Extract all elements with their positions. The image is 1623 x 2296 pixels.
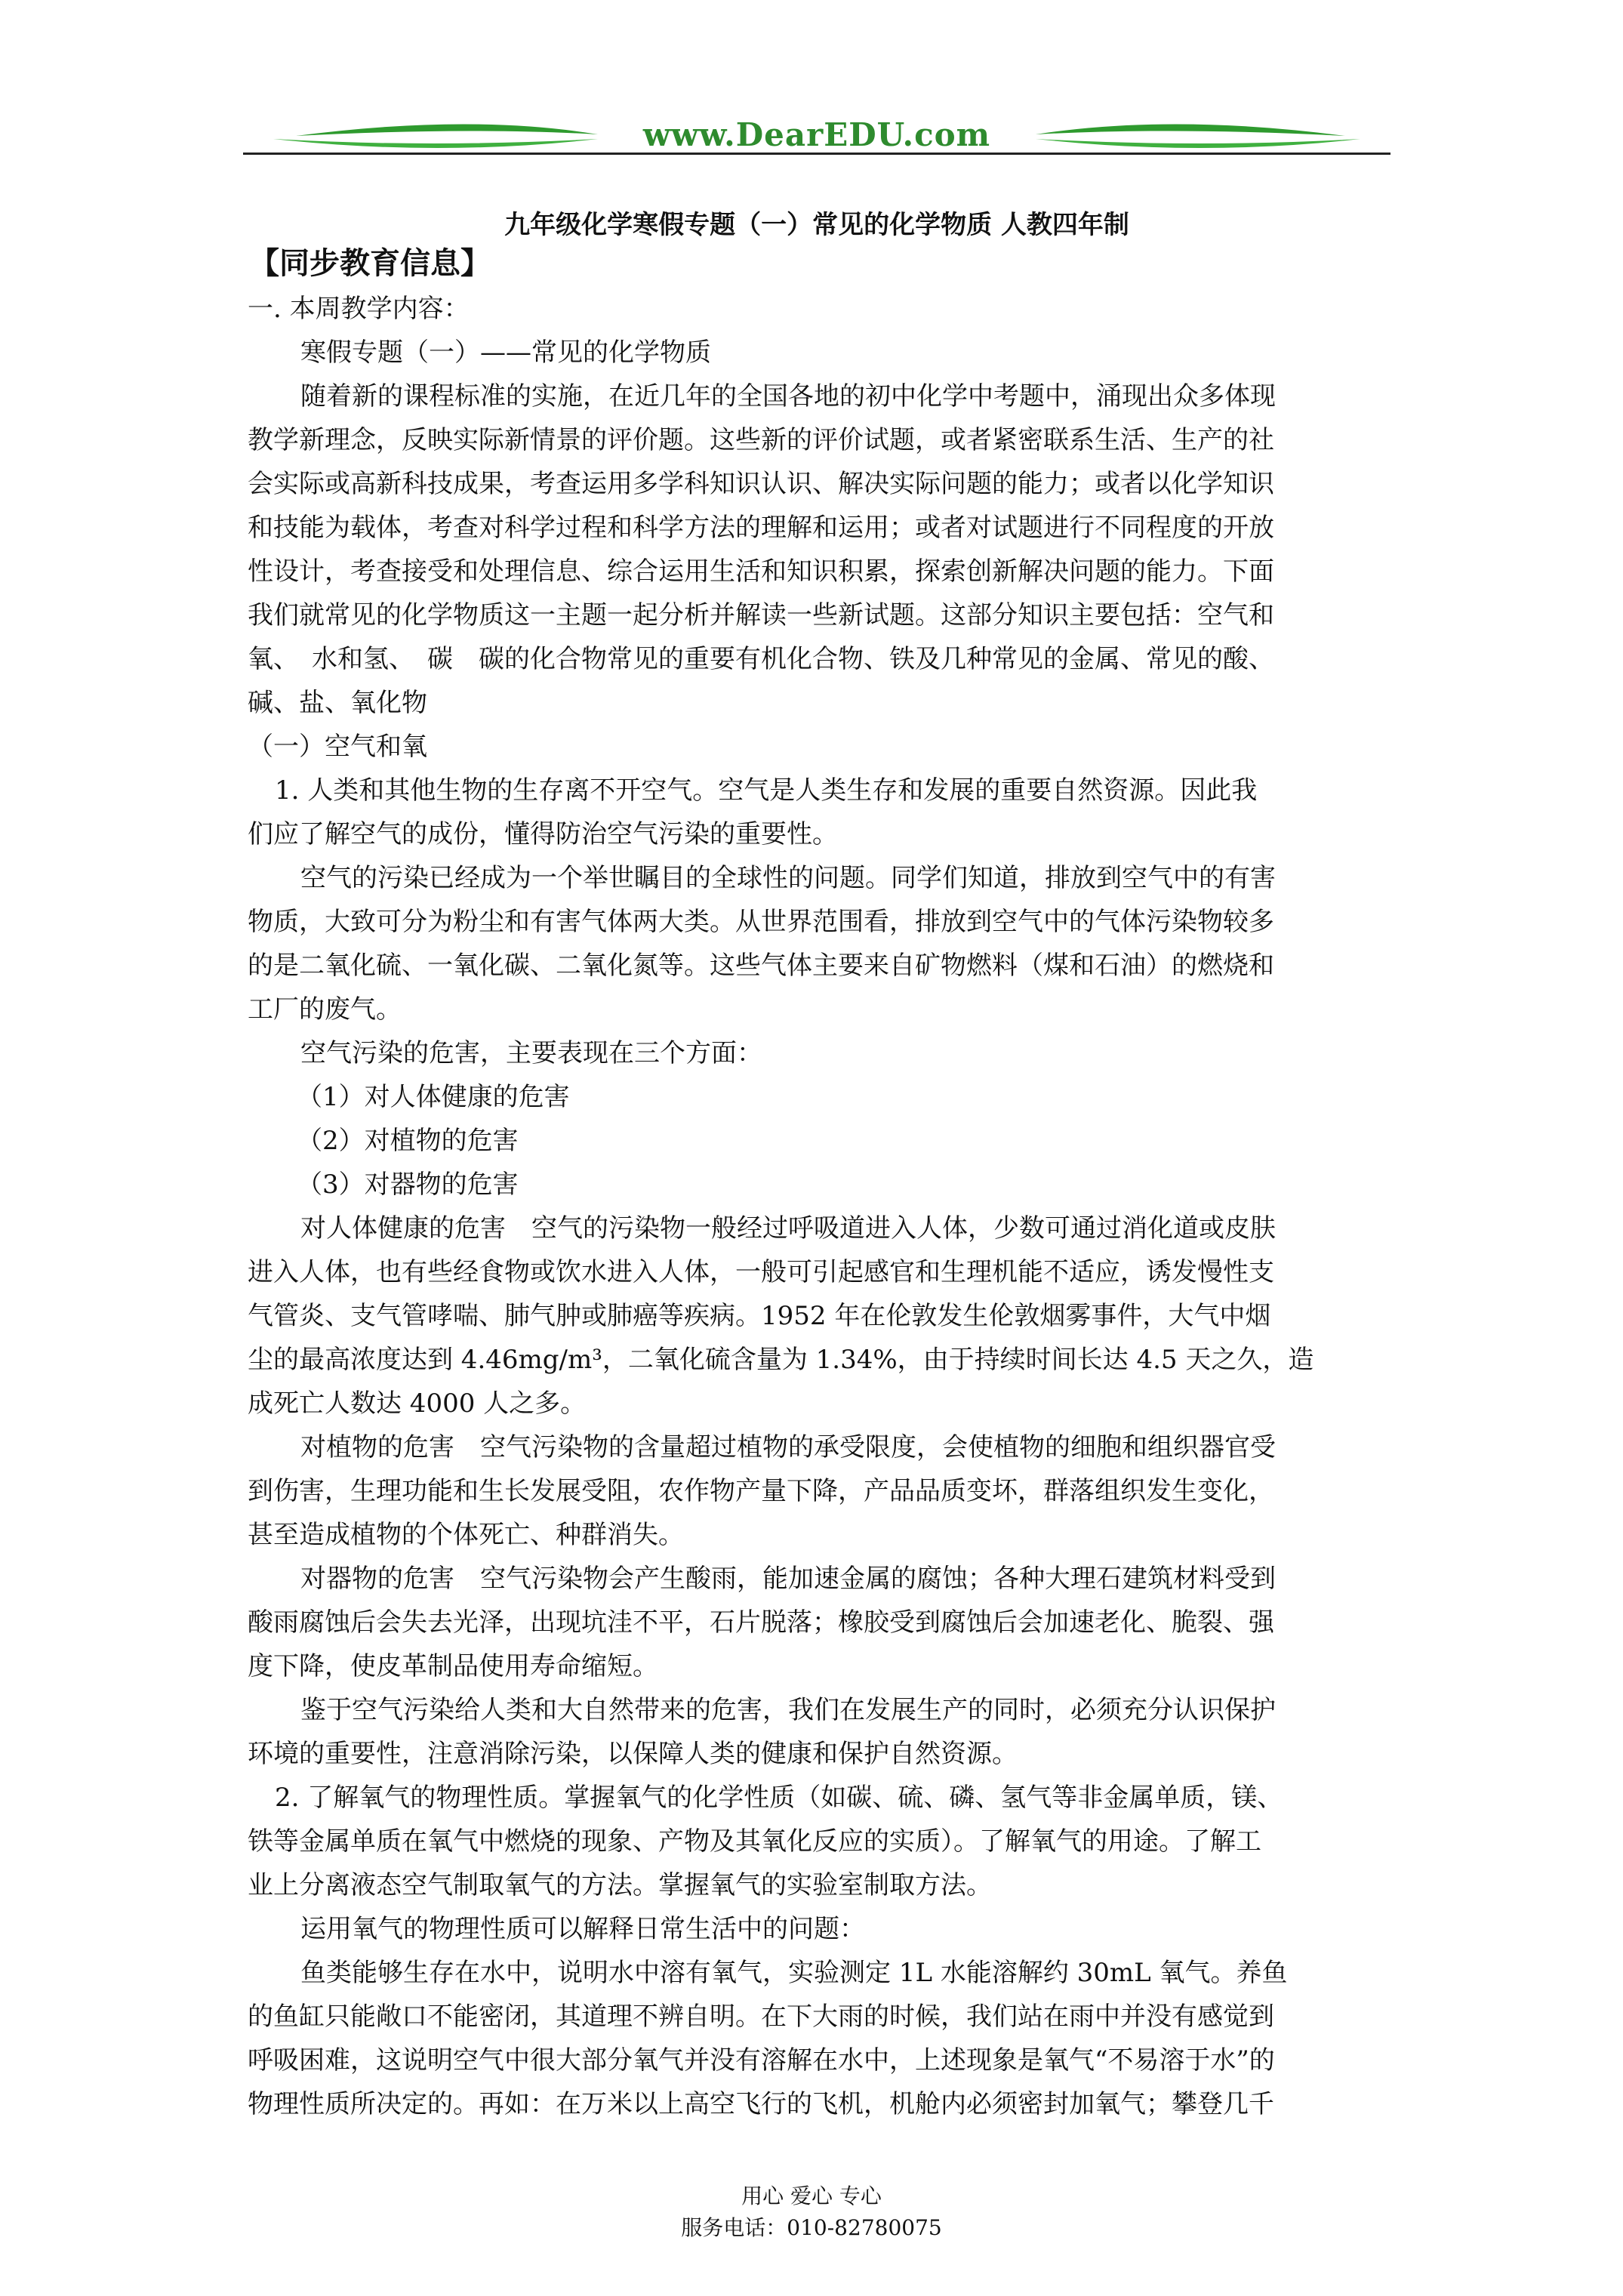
body-text (248, 287, 1410, 2126)
text-line: 甚至造成植物的个体死亡、种群消失。 (248, 1520, 684, 1550)
text-line: 们应了解空气的成份，懂得防治空气污染的重要性。 (248, 819, 838, 849)
document-title: 九年级化学寒假专题（一）常见的化学物质 人教四年制 (504, 210, 1129, 240)
page-footer (0, 2180, 1623, 2244)
text-line: 寒假专题（一）——常见的化学物质 (300, 337, 711, 368)
text-line: 物质，大致可分为粉尘和有害气体两大类。从世界范围看，排放到空气中的气体污染物较多 (248, 907, 1274, 937)
text-line: （3）对器物的危害 (297, 1170, 519, 1200)
text-line: 物理性质所决定的。再如：在万米以上高空飞行的飞机，机舱内必须密封加氧气；攀登几千 (248, 2089, 1274, 2119)
text-line: 和技能为载体，考查对科学过程和科学方法的理解和运用；或者对试题进行不同程度的开放 (248, 513, 1274, 543)
footer-phone: 服务电话：010-82780075 (681, 2215, 942, 2240)
site-banner (243, 113, 1390, 159)
text-line: 铁等金属单质在氧气中燃烧的现象、产物及其氧化反应的实质）。了解氧气的用途。了解工 (248, 1826, 1261, 1857)
text-line: 的是二氧化硫、一氧化碳、二氧化氮等。这些气体主要来自矿物燃料（煤和石油）的燃烧和 (248, 951, 1274, 981)
section-heading: 【同步教育信息】 (249, 245, 491, 281)
text-line: 一. 本周教学内容： (248, 294, 470, 324)
text-line: 鱼类能够生存在水中，说明水中溶有氧气，实验测定 1L 水能溶解约 30mL 氧气。养鱼 (300, 1958, 1288, 1988)
text-line: 碱、盐、氧化物 (248, 688, 427, 718)
text-line: 环境的重要性，注意消除污染，以保障人类的健康和保护自然资源。 (248, 1739, 1018, 1769)
text-line: （2）对植物的危害 (297, 1126, 519, 1156)
text-line: 运用氧气的物理性质可以解释日常生活中的问题： (300, 1914, 865, 1944)
text-line: 性设计，考查接受和处理信息、综合运用生活和知识积累，探索创新解决问题的能力。下面 (248, 556, 1274, 587)
text-line: 我们就常见的化学物质这一主题一起分析并解读一些新试题。这部分知识主要包括：空气和 (248, 600, 1274, 630)
header-divider (243, 153, 1390, 155)
text-line: 业上分离液态空气制取氧气的方法。掌握氧气的实验室制取方法。 (248, 1870, 992, 1900)
text-line: 氧、 水和氢、 碳 碳的化合物常见的重要有机化合物、铁及几种常见的金属、常见的酸、 (248, 644, 1274, 674)
site-logo-text: www.DearEDU.com (642, 116, 991, 153)
text-line: 对植物的危害 空气污染物的含量超过植物的承受限度，会使植物的细胞和组织器官受 (300, 1432, 1276, 1462)
text-line: 工厂的废气。 (248, 994, 402, 1025)
text-line: 空气污染的危害，主要表现在三个方面： (300, 1038, 762, 1068)
text-line: （1）对人体健康的危害 (297, 1082, 570, 1112)
text-line: 进入人体，也有些经食物或饮水进入人体，一般可引起感官和生理机能不适应，诱发慢性支 (248, 1257, 1274, 1287)
text-line: 成死亡人数达 4000 人之多。 (248, 1388, 587, 1419)
text-line: 对人体健康的危害 空气的污染物一般经过呼吸道进入人体，少数可通过消化道或皮肤 (300, 1213, 1276, 1244)
text-line: 2. 了解氧气的物理性质。掌握氧气的化学性质（如碳、硫、磷、氢气等非金属单质，镁、 (275, 1783, 1283, 1813)
text-line: 随着新的课程标准的实施，在近几年的全国各地的初中化学中考题中，涌现出众多体现 (300, 381, 1276, 411)
text-line: 鉴于空气污染给人类和大自然带来的危害，我们在发展生产的同时，必须充分认识保护 (300, 1695, 1276, 1725)
text-line: 的鱼缸只能敞口不能密闭，其道理不辨自明。在下大雨的时候，我们站在雨中并没有感觉到 (248, 2002, 1274, 2032)
text-line: 会实际或高新科技成果，考查运用多学科知识认识、解决实际问题的能力；或者以化学知识 (248, 469, 1274, 499)
text-line: 1. 人类和其他生物的生存离不开空气。空气是人类生存和发展的重要自然资源。因此我 (275, 775, 1258, 806)
text-line: 到伤害，生理功能和生长发展受阻，农作物产量下降，产品品质变坏，群落组织发生变化， (248, 1476, 1274, 1506)
footer-slogan: 用心 爱心 专心 (741, 2184, 882, 2208)
text-line: 气管炎、支气管哮喘、肺气肿或肺癌等疾病。1952 年在伦敦发生伦敦烟雾事件，大气中烟 (248, 1301, 1271, 1331)
text-line: 呼吸困难，这说明空气中很大部分氧气并没有溶解在水中，上述现象是氧气“不易溶于水”的 (248, 2045, 1275, 2076)
text-line: （一）空气和氧 (248, 732, 427, 762)
text-line: 对器物的危害 空气污染物会产生酸雨，能加速金属的腐蚀；各种大理石建筑材料受到 (300, 1564, 1276, 1594)
text-line: 教学新理念，反映实际新情景的评价题。这些新的评价试题，或者紧密联系生活、生产的社 (248, 425, 1274, 455)
text-line: 度下降，使皮革制品使用寿命缩短。 (248, 1651, 658, 1681)
text-line: 尘的最高浓度达到 4.46mg/m³，二氧化硫含量为 1.34%，由于持续时间长达 4.5 天之久，造 (248, 1345, 1314, 1375)
text-line: 酸雨腐蚀后会失去光泽，出现坑洼不平，石片脱落；橡胶受到腐蚀后会加速老化、脆裂、强 (248, 1607, 1274, 1638)
text-line: 空气的污染已经成为一个举世瞩目的全球性的问题。同学们知道，排放到空气中的有害 (300, 863, 1276, 893)
